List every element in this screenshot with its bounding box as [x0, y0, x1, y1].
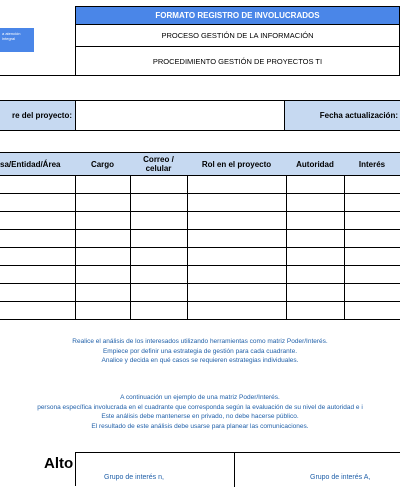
instruction-line: persona específica involucrada en el cuadrante que corresponda según la evaluación de su nivel de autoridad e i: [37, 403, 363, 411]
table-row: [0, 176, 400, 194]
table-cell[interactable]: [286, 212, 345, 230]
logo-text: a atención integral: [2, 31, 21, 41]
table-cell[interactable]: [187, 194, 287, 212]
table-cell[interactable]: [187, 176, 287, 194]
instruction-line: A continuación un ejemplo de una matriz Poder/Interés.: [120, 394, 280, 401]
table-cell[interactable]: [286, 194, 345, 212]
table-cell[interactable]: [0, 194, 76, 212]
instruction-line: El resultado de este análisis debe usarse para planear las comunicaciones.: [91, 422, 309, 430]
form-title: FORMATO REGISTRO DE INVOLUCRADOS: [75, 6, 400, 25]
project-name-label: re del proyecto:: [0, 100, 76, 131]
table-cell[interactable]: [344, 176, 400, 194]
table-row: [0, 230, 400, 248]
instruction-line: Empiece por definir una estrategia de gestión para cada cuadrante.: [102, 347, 298, 355]
col-header-cargo: Cargo: [75, 152, 131, 176]
table-cell[interactable]: [286, 248, 345, 266]
col-header-entity: sa/Entidad/Área: [0, 152, 76, 176]
table-cell[interactable]: [0, 302, 76, 320]
table-cell[interactable]: [75, 176, 131, 194]
process-name: PROCESO GESTIÓN DE LA INFORMACIÓN: [75, 25, 400, 47]
project-name-input[interactable]: [75, 100, 285, 131]
table-row: [0, 212, 400, 230]
table-cell[interactable]: [0, 284, 76, 302]
table-cell[interactable]: [0, 266, 76, 284]
stakeholder-table-header: [0, 152, 400, 176]
matrix-divider: [234, 453, 235, 487]
table-cell[interactable]: [130, 212, 188, 230]
table-cell[interactable]: [187, 230, 287, 248]
table-cell[interactable]: [130, 266, 188, 284]
table-cell[interactable]: [130, 284, 188, 302]
power-interest-matrix: [75, 452, 400, 486]
table-cell[interactable]: [187, 248, 287, 266]
col-header-role: Rol en el proyecto: [187, 152, 287, 176]
table-cell[interactable]: [75, 248, 131, 266]
instruction-line: Realice el análisis de los interesados utilizando herramientas como matriz Poder/Interés.: [72, 338, 328, 345]
instruction-line: Este análisis debe mantenerse en privado, no debe hacerse público.: [101, 413, 299, 420]
table-cell[interactable]: [187, 212, 287, 230]
matrix-group-right: Grupo de interés A,: [310, 474, 371, 481]
table-cell[interactable]: [344, 302, 400, 320]
table-cell[interactable]: [75, 212, 131, 230]
table-cell[interactable]: [187, 302, 287, 320]
table-cell[interactable]: [75, 302, 131, 320]
update-date-label: Fecha actualización:: [285, 100, 400, 131]
col-header-contact: Correo / celular: [130, 152, 188, 176]
table-cell[interactable]: [286, 230, 345, 248]
instructions-block-1: [0, 337, 400, 366]
table-cell[interactable]: [0, 176, 76, 194]
table-cell[interactable]: [75, 230, 131, 248]
table-cell[interactable]: [286, 302, 345, 320]
table-cell[interactable]: [344, 248, 400, 266]
table-cell[interactable]: [187, 284, 287, 302]
table-cell[interactable]: [130, 248, 188, 266]
table-cell[interactable]: [130, 176, 188, 194]
table-cell[interactable]: [286, 284, 345, 302]
table-row: [0, 302, 400, 320]
table-cell[interactable]: [75, 284, 131, 302]
table-cell[interactable]: [130, 302, 188, 320]
col-header-authority: Autoridad: [286, 152, 345, 176]
col-header-interest: Interés: [344, 152, 400, 176]
table-row: [0, 284, 400, 302]
table-cell[interactable]: [75, 194, 131, 212]
table-row: [0, 266, 400, 284]
table-cell[interactable]: [344, 230, 400, 248]
table-cell[interactable]: [0, 248, 76, 266]
logo-cell: [0, 6, 76, 76]
table-cell[interactable]: [187, 266, 287, 284]
table-cell[interactable]: [286, 176, 345, 194]
matrix-axis-label-high: Alto: [44, 455, 74, 472]
table-cell[interactable]: [344, 194, 400, 212]
table-cell[interactable]: [344, 212, 400, 230]
table-row: [0, 248, 400, 266]
table-row: [0, 194, 400, 212]
table-cell[interactable]: [130, 230, 188, 248]
instruction-line: Analice y decida en qué casos se requieren estrategias individuales.: [101, 357, 299, 364]
table-cell[interactable]: [344, 284, 400, 302]
procedure-name: PROCEDIMIENTO GESTIÓN DE PROYECTOS TI: [75, 47, 400, 76]
table-cell[interactable]: [0, 230, 76, 248]
table-cell[interactable]: [0, 212, 76, 230]
table-cell[interactable]: [130, 194, 188, 212]
matrix-group-left: Grupo de interés n,: [104, 474, 164, 481]
table-cell[interactable]: [75, 266, 131, 284]
table-cell[interactable]: [344, 266, 400, 284]
instructions-block-2: [0, 393, 400, 431]
table-cell[interactable]: [286, 266, 345, 284]
